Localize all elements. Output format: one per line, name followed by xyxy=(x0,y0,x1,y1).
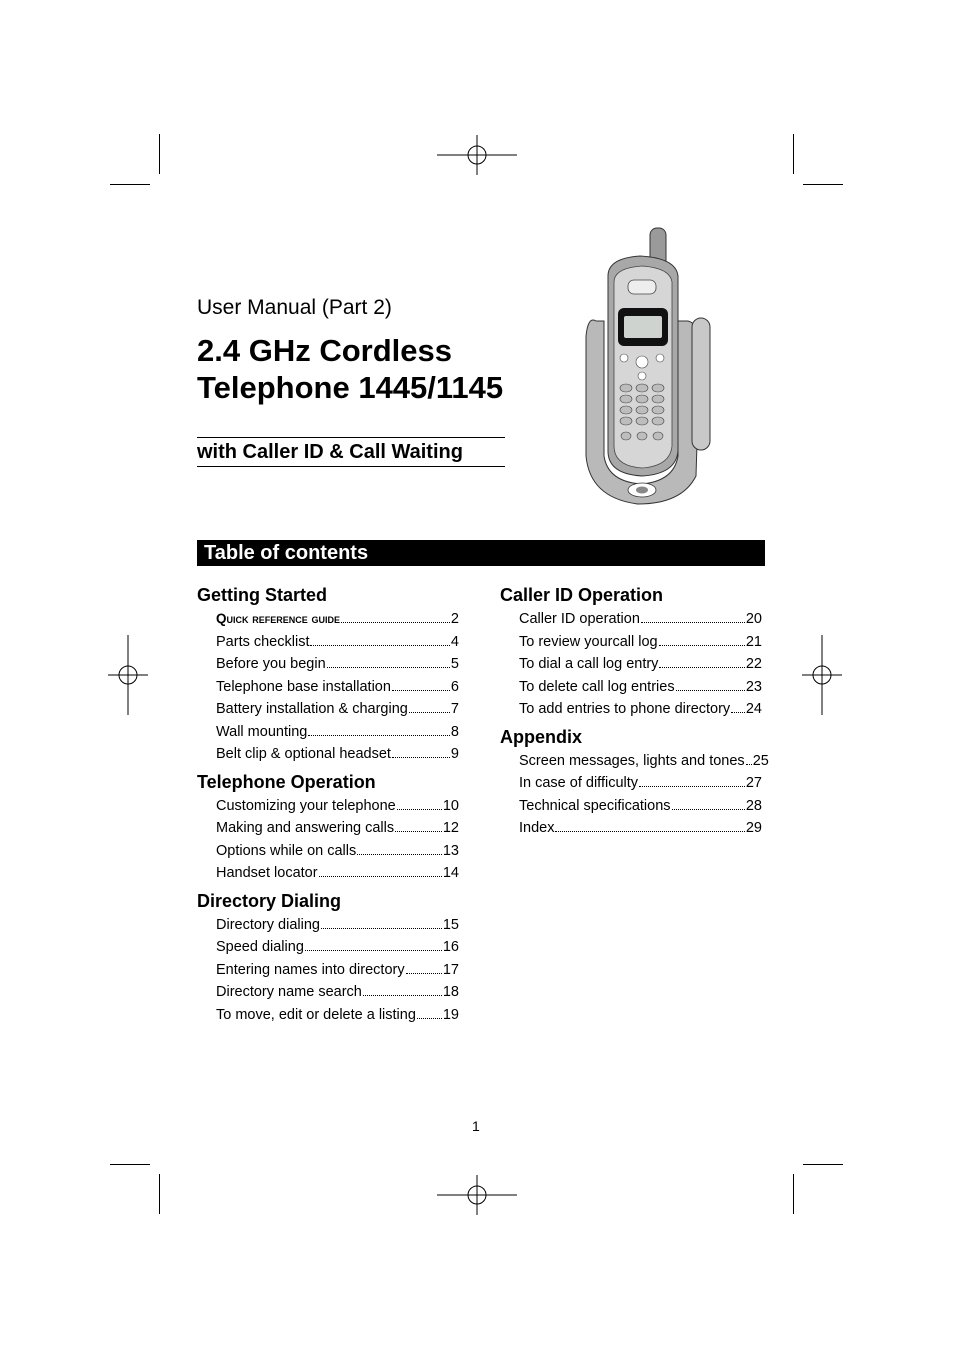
toc-entry[interactable] xyxy=(216,697,459,720)
dot-leader xyxy=(417,1003,442,1019)
toc-entry-page: 24 xyxy=(745,701,762,717)
toc-left-column xyxy=(197,583,459,1030)
manual-subtitle: User Manual (Part 2) xyxy=(197,296,392,319)
registration-mark xyxy=(802,635,842,715)
toc-section-title: Directory Dialing xyxy=(197,890,342,911)
crop-mark xyxy=(793,1174,794,1214)
toc-entry[interactable] xyxy=(519,630,762,653)
toc-entry-label: To review yourcall log xyxy=(519,633,658,650)
toc-entry[interactable] xyxy=(216,630,459,653)
toc-entry-page: 16 xyxy=(442,939,459,955)
dot-leader xyxy=(397,794,442,810)
toc-entry-page: 22 xyxy=(745,656,762,672)
toc-entry[interactable] xyxy=(216,607,459,630)
toc-section xyxy=(500,583,762,720)
toc-entry[interactable] xyxy=(519,607,762,630)
toc-entry-label: Parts checklist xyxy=(216,633,310,650)
dot-leader xyxy=(305,935,442,951)
toc-entry-page: 2 xyxy=(450,611,459,627)
toc-entry-page: 28 xyxy=(745,797,762,814)
toc-entry-label: Caller ID operation xyxy=(519,611,640,627)
crop-mark xyxy=(159,1174,160,1214)
dot-leader xyxy=(659,630,745,646)
toc-entry-page: 19 xyxy=(442,1006,459,1023)
dot-leader xyxy=(392,675,450,691)
dot-leader xyxy=(641,607,745,623)
toc-entry-page: 18 xyxy=(442,984,459,1000)
toc-entry[interactable] xyxy=(216,958,459,981)
toc-entry[interactable] xyxy=(216,675,459,698)
dot-leader xyxy=(363,980,442,996)
toc-entry-label: Battery installation & charging xyxy=(216,701,408,717)
toc-entry[interactable] xyxy=(519,771,762,794)
toc-entry-page: 17 xyxy=(442,961,459,978)
cordless-phone-illustration xyxy=(578,226,718,511)
toc-entry[interactable] xyxy=(519,816,762,839)
toc-entry-label: Making and answering calls xyxy=(216,820,395,836)
toc-entry-page: 15 xyxy=(442,916,459,933)
toc-entry-page: 7 xyxy=(450,701,459,717)
toc-entry-list xyxy=(500,607,762,720)
toc-entry-page: 27 xyxy=(745,775,762,791)
toc-entry-label: Handset locator xyxy=(216,865,318,881)
toc-section xyxy=(197,889,459,1026)
dot-leader xyxy=(327,652,450,668)
toc-entry-page: 6 xyxy=(450,678,459,695)
toc-section-title: Appendix xyxy=(500,726,583,747)
page-title xyxy=(197,332,503,406)
registration-mark xyxy=(437,135,517,175)
dot-leader xyxy=(406,958,442,974)
page-number: 1 xyxy=(472,1118,480,1134)
toc-entry[interactable] xyxy=(216,794,459,817)
toc-entry-page: 12 xyxy=(442,820,459,836)
toc-entry-page: 9 xyxy=(450,746,459,762)
dot-leader xyxy=(555,816,744,832)
crop-mark xyxy=(159,134,160,174)
dot-leader xyxy=(310,630,449,646)
toc-entry-page: 8 xyxy=(450,723,459,740)
dot-leader xyxy=(409,697,450,713)
dot-leader xyxy=(676,675,745,691)
toc-entry-page: 4 xyxy=(450,633,459,650)
toc-entry-label: To add entries to phone directory xyxy=(519,701,731,717)
toc-entry[interactable] xyxy=(216,935,459,958)
toc-entry[interactable] xyxy=(216,1003,459,1026)
crop-mark xyxy=(803,1164,843,1165)
title-line: Telephone 1445/1145 xyxy=(197,370,504,405)
registration-mark xyxy=(108,635,148,715)
toc-entry-label: Quick reference guide xyxy=(216,611,341,626)
toc-entry-page: 20 xyxy=(745,611,762,627)
toc-entry[interactable] xyxy=(519,697,762,720)
toc-entry-label: Screen messages, lights and tones xyxy=(519,752,745,769)
dot-leader xyxy=(672,794,745,810)
toc-entry[interactable] xyxy=(519,652,762,675)
dot-leader xyxy=(746,749,752,765)
dot-leader xyxy=(639,771,745,787)
toc-entry[interactable] xyxy=(519,749,769,772)
toc-entry-label: Belt clip & optional headset xyxy=(216,746,391,762)
toc-entry-page: 23 xyxy=(745,678,762,695)
toc-entry-page: 5 xyxy=(450,656,459,672)
toc-right-column xyxy=(500,583,769,844)
toc-entry-label: To dial a call log entry xyxy=(519,656,659,672)
toc-entry-list xyxy=(197,794,459,884)
toc-entry-label: In case of difficulty xyxy=(519,775,639,791)
toc-entry-label: Index xyxy=(519,820,555,836)
dot-leader xyxy=(321,913,442,929)
title-line: 2.4 GHz Cordless xyxy=(197,333,452,368)
dot-leader xyxy=(395,816,442,832)
toc-entry-list xyxy=(500,749,769,839)
toc-entry[interactable] xyxy=(216,816,459,839)
toc-entry-page: 21 xyxy=(745,633,762,650)
toc-entry-page: 13 xyxy=(442,842,459,859)
dot-leader xyxy=(392,742,450,758)
toc-heading: Table of contents xyxy=(197,540,765,566)
toc-entry-label: To move, edit or delete a listing xyxy=(216,1006,416,1023)
dot-leader xyxy=(341,607,450,623)
dot-leader xyxy=(357,839,442,855)
toc-entry-page: 14 xyxy=(442,865,459,881)
toc-entry-label: Technical specifications xyxy=(519,797,671,814)
toc-entry[interactable] xyxy=(216,980,459,1003)
toc-section-title: Telephone Operation xyxy=(197,771,376,792)
toc-entry[interactable] xyxy=(216,861,459,884)
toc-entry-label: Customizing your telephone xyxy=(216,797,396,814)
dot-leader xyxy=(308,720,450,736)
dot-leader xyxy=(319,861,442,877)
toc-section xyxy=(197,770,459,884)
toc-entry-label: Entering names into directory xyxy=(216,961,405,978)
crop-mark xyxy=(793,134,794,174)
toc-entry-page: 25 xyxy=(752,752,769,769)
toc-entry-page: 29 xyxy=(745,820,762,836)
toc-entry-label: Telephone base installation xyxy=(216,678,391,695)
toc-entry-label: Directory dialing xyxy=(216,916,320,933)
toc-section-title: Caller ID Operation xyxy=(500,585,664,605)
registration-mark xyxy=(437,1175,517,1215)
toc-entry-label: Before you begin xyxy=(216,656,326,672)
toc-entry[interactable] xyxy=(216,839,459,862)
toc-entry[interactable] xyxy=(216,720,459,743)
toc-entry[interactable] xyxy=(519,794,762,817)
toc-section xyxy=(500,725,769,839)
crop-mark xyxy=(110,1164,150,1165)
toc-entry-label: Directory name search xyxy=(216,984,362,1000)
toc-entry-label: Speed dialing xyxy=(216,939,304,955)
crop-mark xyxy=(110,184,150,185)
toc-section-title: Getting Started xyxy=(197,585,328,605)
toc-entry-page: 10 xyxy=(442,797,459,814)
toc-entry-list xyxy=(197,913,459,1026)
toc-entry[interactable] xyxy=(216,652,459,675)
toc-section xyxy=(197,583,459,765)
crop-mark xyxy=(803,184,843,185)
toc-entry[interactable] xyxy=(216,742,459,765)
toc-entry-list xyxy=(197,607,459,765)
toc-entry[interactable] xyxy=(519,675,762,698)
dot-leader xyxy=(659,652,744,668)
toc-entry[interactable] xyxy=(216,913,459,936)
toc-entry-label: To delete call log entries xyxy=(519,678,675,695)
dot-leader xyxy=(731,697,745,713)
feature-tagline: with Caller ID & Call Waiting xyxy=(197,437,505,467)
toc-entry-label: Options while on calls xyxy=(216,842,357,859)
toc-entry-label: Wall mounting xyxy=(216,723,308,740)
